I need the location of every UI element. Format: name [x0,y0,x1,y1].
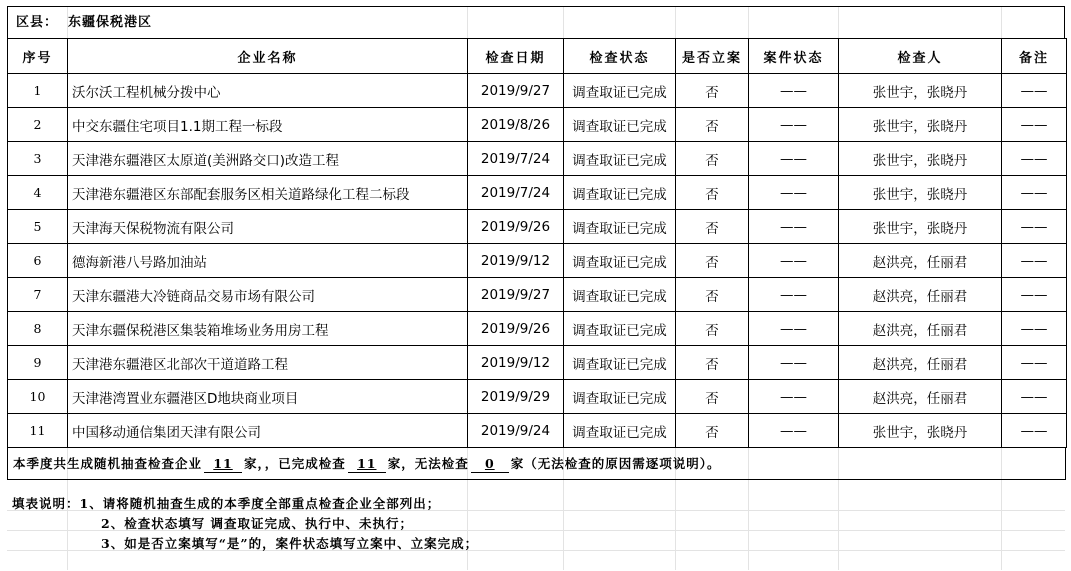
cell-status: 调查取证已完成 [564,210,676,244]
cell-inspector: 张世宇，张晓丹 [839,414,1002,448]
summary-unable-count: 0 [471,456,509,473]
district-value: 东疆保税港区 [68,15,153,30]
cell-no: 2 [8,108,68,142]
cell-inspector: 赵洪亮，任丽君 [839,278,1002,312]
cell-case-status: —— [749,414,839,448]
table-row [8,346,1067,380]
cell-company-name: 沃尔沃工程机械分拨中心 [68,74,468,108]
table-row [8,278,1067,312]
cell-date: 2019/9/24 [468,414,564,448]
summary-completed-count: 11 [348,456,386,473]
cell-filed: 否 [676,108,749,142]
cell-company-name: 中交东疆住宅项目1.1期工程一标段 [68,108,468,142]
cell-no: 8 [8,312,68,346]
cell-filed: 否 [676,414,749,448]
cell-company-name: 德海新港八号路加油站 [68,244,468,278]
header-case-filed: 是否立案 [676,39,749,74]
cell-status: 调查取证已完成 [564,74,676,108]
cell-case-status: —— [749,380,839,414]
cell-case-status: —— [749,312,839,346]
header-remarks: 备注 [1002,39,1067,74]
table-row [8,176,1067,210]
cell-case-status: —— [749,278,839,312]
cell-remarks: —— [1002,414,1067,448]
cell-case-status: —— [749,142,839,176]
cell-no: 1 [8,74,68,108]
cell-company-name: 天津海天保税物流有限公司 [68,210,468,244]
cell-inspector: 赵洪亮，任丽君 [839,244,1002,278]
cell-inspector: 赵洪亮，任丽君 [839,380,1002,414]
cell-date: 2019/9/27 [468,278,564,312]
cell-remarks: —— [1002,346,1067,380]
cell-no: 6 [8,244,68,278]
table-row [8,244,1067,278]
cell-company-name: 天津港东疆港区太原道(美洲路交口)改造工程 [68,142,468,176]
table-row [8,380,1067,414]
cell-filed: 否 [676,176,749,210]
cell-remarks: —— [1002,380,1067,414]
table-row [8,142,1067,176]
cell-date: 2019/9/26 [468,210,564,244]
table-row [8,210,1067,244]
cell-date: 2019/7/24 [468,142,564,176]
cell-filed: 否 [676,346,749,380]
cell-date: 2019/9/12 [468,244,564,278]
cell-inspector: 张世宇，张晓丹 [839,108,1002,142]
cell-case-status: —— [749,346,839,380]
cell-company-name: 天津东疆保税港区集装箱堆场业务用房工程 [68,312,468,346]
cell-no: 7 [8,278,68,312]
cell-company-name: 中国移动通信集团天津有限公司 [68,414,468,448]
cell-status: 调查取证已完成 [564,176,676,210]
cell-remarks: —— [1002,210,1067,244]
cell-remarks: —— [1002,244,1067,278]
cell-remarks: —— [1002,142,1067,176]
instruction-line: 3、如是否立案填写“是”的，案件状态填写立案中、立案完成； [101,536,479,551]
cell-date: 2019/7/24 [468,176,564,210]
summary-text-1: 本季度共生成随机抽查检查企业 [13,456,203,471]
header-case-status: 案件状态 [749,39,839,74]
summary-text-4: 家（无法检查的原因需逐项说明）。 [510,456,721,471]
cell-remarks: —— [1002,176,1067,210]
cell-remarks: —— [1002,108,1067,142]
cell-no: 11 [8,414,68,448]
header-no: 序号 [8,39,68,74]
cell-filed: 否 [676,210,749,244]
cell-case-status: —— [749,244,839,278]
cell-company-name: 天津东疆港大冷链商品交易市场有限公司 [68,278,468,312]
cell-inspector: 赵洪亮，任丽君 [839,346,1002,380]
cell-filed: 否 [676,142,749,176]
cell-date: 2019/9/27 [468,74,564,108]
table-row [8,108,1067,142]
table-row [8,74,1067,108]
cell-no: 4 [8,176,68,210]
cell-remarks: —— [1002,74,1067,108]
cell-case-status: —— [749,74,839,108]
cell-status: 调查取证已完成 [564,244,676,278]
cell-status: 调查取证已完成 [564,108,676,142]
cell-inspector: 张世宇，张晓丹 [839,74,1002,108]
cell-date: 2019/9/12 [468,346,564,380]
table-header-row [8,39,1067,74]
cell-status: 调查取证已完成 [564,380,676,414]
cell-case-status: —— [749,176,839,210]
cell-inspector: 赵洪亮，任丽君 [839,312,1002,346]
header-inspection-date: 检查日期 [468,39,564,74]
cell-status: 调查取证已完成 [564,312,676,346]
cell-no: 3 [8,142,68,176]
cell-case-status: —— [749,210,839,244]
cell-remarks: —— [1002,278,1067,312]
table-row [8,312,1067,346]
cell-filed: 否 [676,380,749,414]
cell-status: 调查取证已完成 [564,278,676,312]
summary-generated-count: 11 [204,456,242,473]
cell-remarks: —— [1002,312,1067,346]
header-inspector: 检查人 [839,39,1002,74]
summary-text-3: 家，无法检查 [387,456,469,471]
instruction-line: 2、检查状态填写 调查取证完成、执行中、未执行； [101,516,414,531]
summary-text-2: 家，，已完成检查 [244,456,346,471]
cell-case-status: —— [749,108,839,142]
header-inspection-status: 检查状态 [564,39,676,74]
instruction-line: 填表说明：1、请将随机抽查生成的本季度全部重点检查企业全部列出； [12,496,441,511]
cell-no: 5 [8,210,68,244]
cell-inspector: 张世宇，张晓丹 [839,210,1002,244]
cell-date: 2019/9/26 [468,312,564,346]
district-row [7,6,1065,38]
header-company-name: 企业名称 [68,39,468,74]
summary-row [7,447,1066,480]
cell-no: 9 [8,346,68,380]
cell-date: 2019/8/26 [468,108,564,142]
fill-instructions [12,494,1062,554]
table-row [8,414,1067,448]
cell-filed: 否 [676,312,749,346]
cell-company-name: 天津港东疆港区东部配套服务区相关道路绿化工程二标段 [68,176,468,210]
cell-status: 调查取证已完成 [564,346,676,380]
cell-inspector: 张世宇，张晓丹 [839,176,1002,210]
cell-date: 2019/9/29 [468,380,564,414]
cell-no: 10 [8,380,68,414]
cell-status: 调查取证已完成 [564,414,676,448]
cell-company-name: 天津港湾置业东疆港区D地块商业项目 [68,380,468,414]
cell-company-name: 天津港东疆港区北部次干道道路工程 [68,346,468,380]
cell-filed: 否 [676,278,749,312]
district-label: 区县： [16,15,59,30]
cell-filed: 否 [676,74,749,108]
cell-filed: 否 [676,244,749,278]
cell-status: 调查取证已完成 [564,142,676,176]
cell-inspector: 张世宇，张晓丹 [839,142,1002,176]
inspection-table [7,38,1067,448]
